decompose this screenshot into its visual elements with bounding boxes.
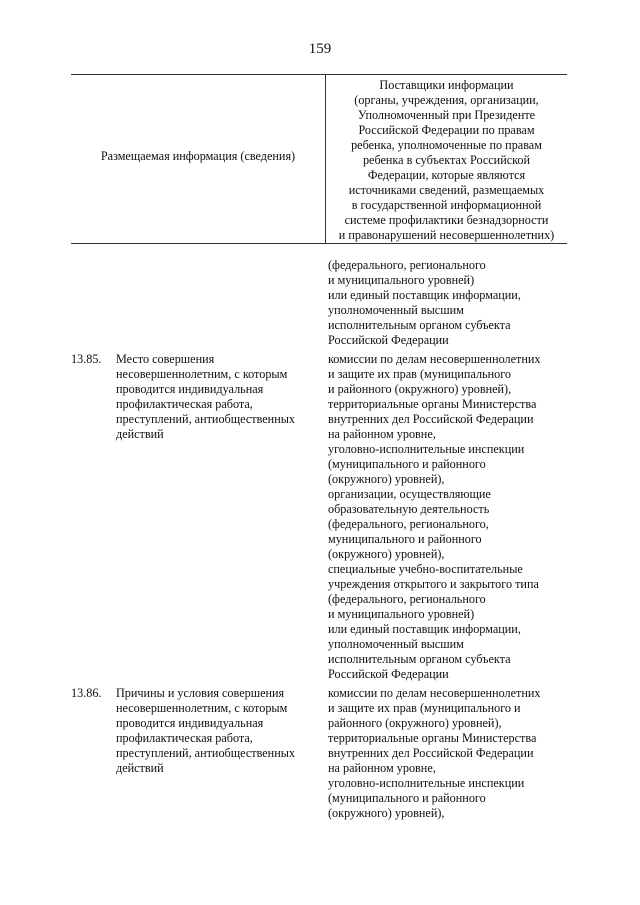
provider-line: комиссии по делам несовершеннолетних: [328, 352, 541, 366]
row-providers: [328, 686, 567, 821]
provider-line: и муниципального уровней): [328, 273, 475, 287]
provider-line: и муниципального уровней): [328, 607, 475, 621]
description-line: действий: [116, 761, 164, 775]
provider-line: муниципального и районного: [328, 532, 482, 546]
header-providers-line: источниками сведений, размещаемых: [348, 183, 545, 197]
continuation-providers: [328, 258, 567, 348]
provider-line: (муниципального и районного: [328, 791, 486, 805]
description-line: Причины и условия совершения: [116, 686, 285, 700]
provider-line: (федерального, регионального,: [328, 517, 489, 531]
provider-line: на районном уровне,: [328, 761, 436, 775]
provider-line: комиссии по делам несовершеннолетних: [328, 686, 541, 700]
provider-line: уголовно-исполнительные инспекции: [328, 442, 525, 456]
provider-line: Российской Федерации: [328, 333, 449, 347]
provider-line: уполномоченный высшим: [328, 303, 464, 317]
provider-line: (федерального, регионального: [328, 592, 486, 606]
provider-line: (федерального, регионального: [328, 258, 486, 272]
row-description: [116, 686, 321, 776]
header-providers-line: (органы, учреждения, организации,: [354, 93, 539, 107]
provider-line: (окружного) уровней),: [328, 472, 445, 486]
provider-line: исполнительным органом субъекта: [328, 652, 511, 666]
description-line: проводится индивидуальная: [116, 382, 264, 396]
provider-line: и районного (окружного) уровней),: [328, 382, 512, 396]
description-line: профилактическая работа,: [116, 397, 253, 411]
header-providers-line: ребенка, уполномоченные по правам: [351, 138, 542, 152]
header-providers-line: Поставщики информации: [379, 78, 514, 92]
provider-line: специальные учебно-воспитательные: [328, 562, 523, 576]
header-providers-line: Уполномоченный при Президенте: [357, 108, 536, 122]
header-providers-line: в государственной информационной: [351, 198, 542, 212]
description-line: преступлений, антиобщественных: [116, 412, 295, 426]
row-number: 13.85.: [71, 352, 102, 366]
description-line: несовершеннолетним, с которым: [116, 701, 288, 715]
provider-line: внутренних дел Российской Федерации: [328, 746, 534, 760]
provider-line: и защите их прав (муниципального и: [328, 701, 521, 715]
description-line: проводится индивидуальная: [116, 716, 264, 730]
header-providers-line: системе профилактики безнадзорности: [344, 213, 549, 227]
header-providers-line: Российской Федерации по правам: [358, 123, 535, 137]
provider-line: территориальные органы Министерства: [328, 397, 537, 411]
provider-line: (окружного) уровней),: [328, 547, 445, 561]
provider-line: районного (окружного) уровней),: [328, 716, 502, 730]
description-line: Место совершения: [116, 352, 215, 366]
provider-line: (муниципального и районного: [328, 457, 486, 471]
provider-line: территориальные органы Министерства: [328, 731, 537, 745]
provider-line: внутренних дел Российской Федерации: [328, 412, 534, 426]
provider-line: на районном уровне,: [328, 427, 436, 441]
header-providers-line: Федерации, которые являются: [367, 168, 526, 182]
provider-line: или единый поставщик информации,: [328, 622, 521, 636]
description-line: действий: [116, 427, 164, 441]
provider-line: организации, осуществляющие: [328, 487, 491, 501]
provider-line: (окружного) уровней),: [328, 806, 445, 820]
provider-line: учреждения открытого и закрытого типа: [328, 577, 539, 591]
header-providers-line: ребенка в субъектах Российской: [362, 153, 531, 167]
provider-line: уполномоченный высшим: [328, 637, 464, 651]
header-info-column: Размещаемая информация (сведения): [100, 149, 296, 163]
description-line: профилактическая работа,: [116, 731, 253, 745]
provider-line: исполнительным органом субъекта: [328, 318, 511, 332]
provider-line: или единый поставщик информации,: [328, 288, 521, 302]
header-bottom-rule: [71, 243, 567, 244]
provider-line: уголовно-исполнительные инспекции: [328, 776, 525, 790]
description-line: преступлений, антиобщественных: [116, 746, 295, 760]
provider-line: и защите их прав (муниципального: [328, 367, 512, 381]
row-number: 13.86.: [71, 686, 102, 700]
provider-line: образовательную деятельность: [328, 502, 490, 516]
provider-line: Российской Федерации: [328, 667, 449, 681]
page-number: 159: [308, 41, 332, 57]
description-line: несовершеннолетним, с которым: [116, 367, 288, 381]
table-top-rule: [71, 74, 567, 75]
header-providers-column: [326, 78, 567, 243]
row-providers: [328, 352, 567, 682]
header-providers-line: и правонарушений несовершеннолетних): [338, 228, 555, 242]
row-description: [116, 352, 321, 442]
